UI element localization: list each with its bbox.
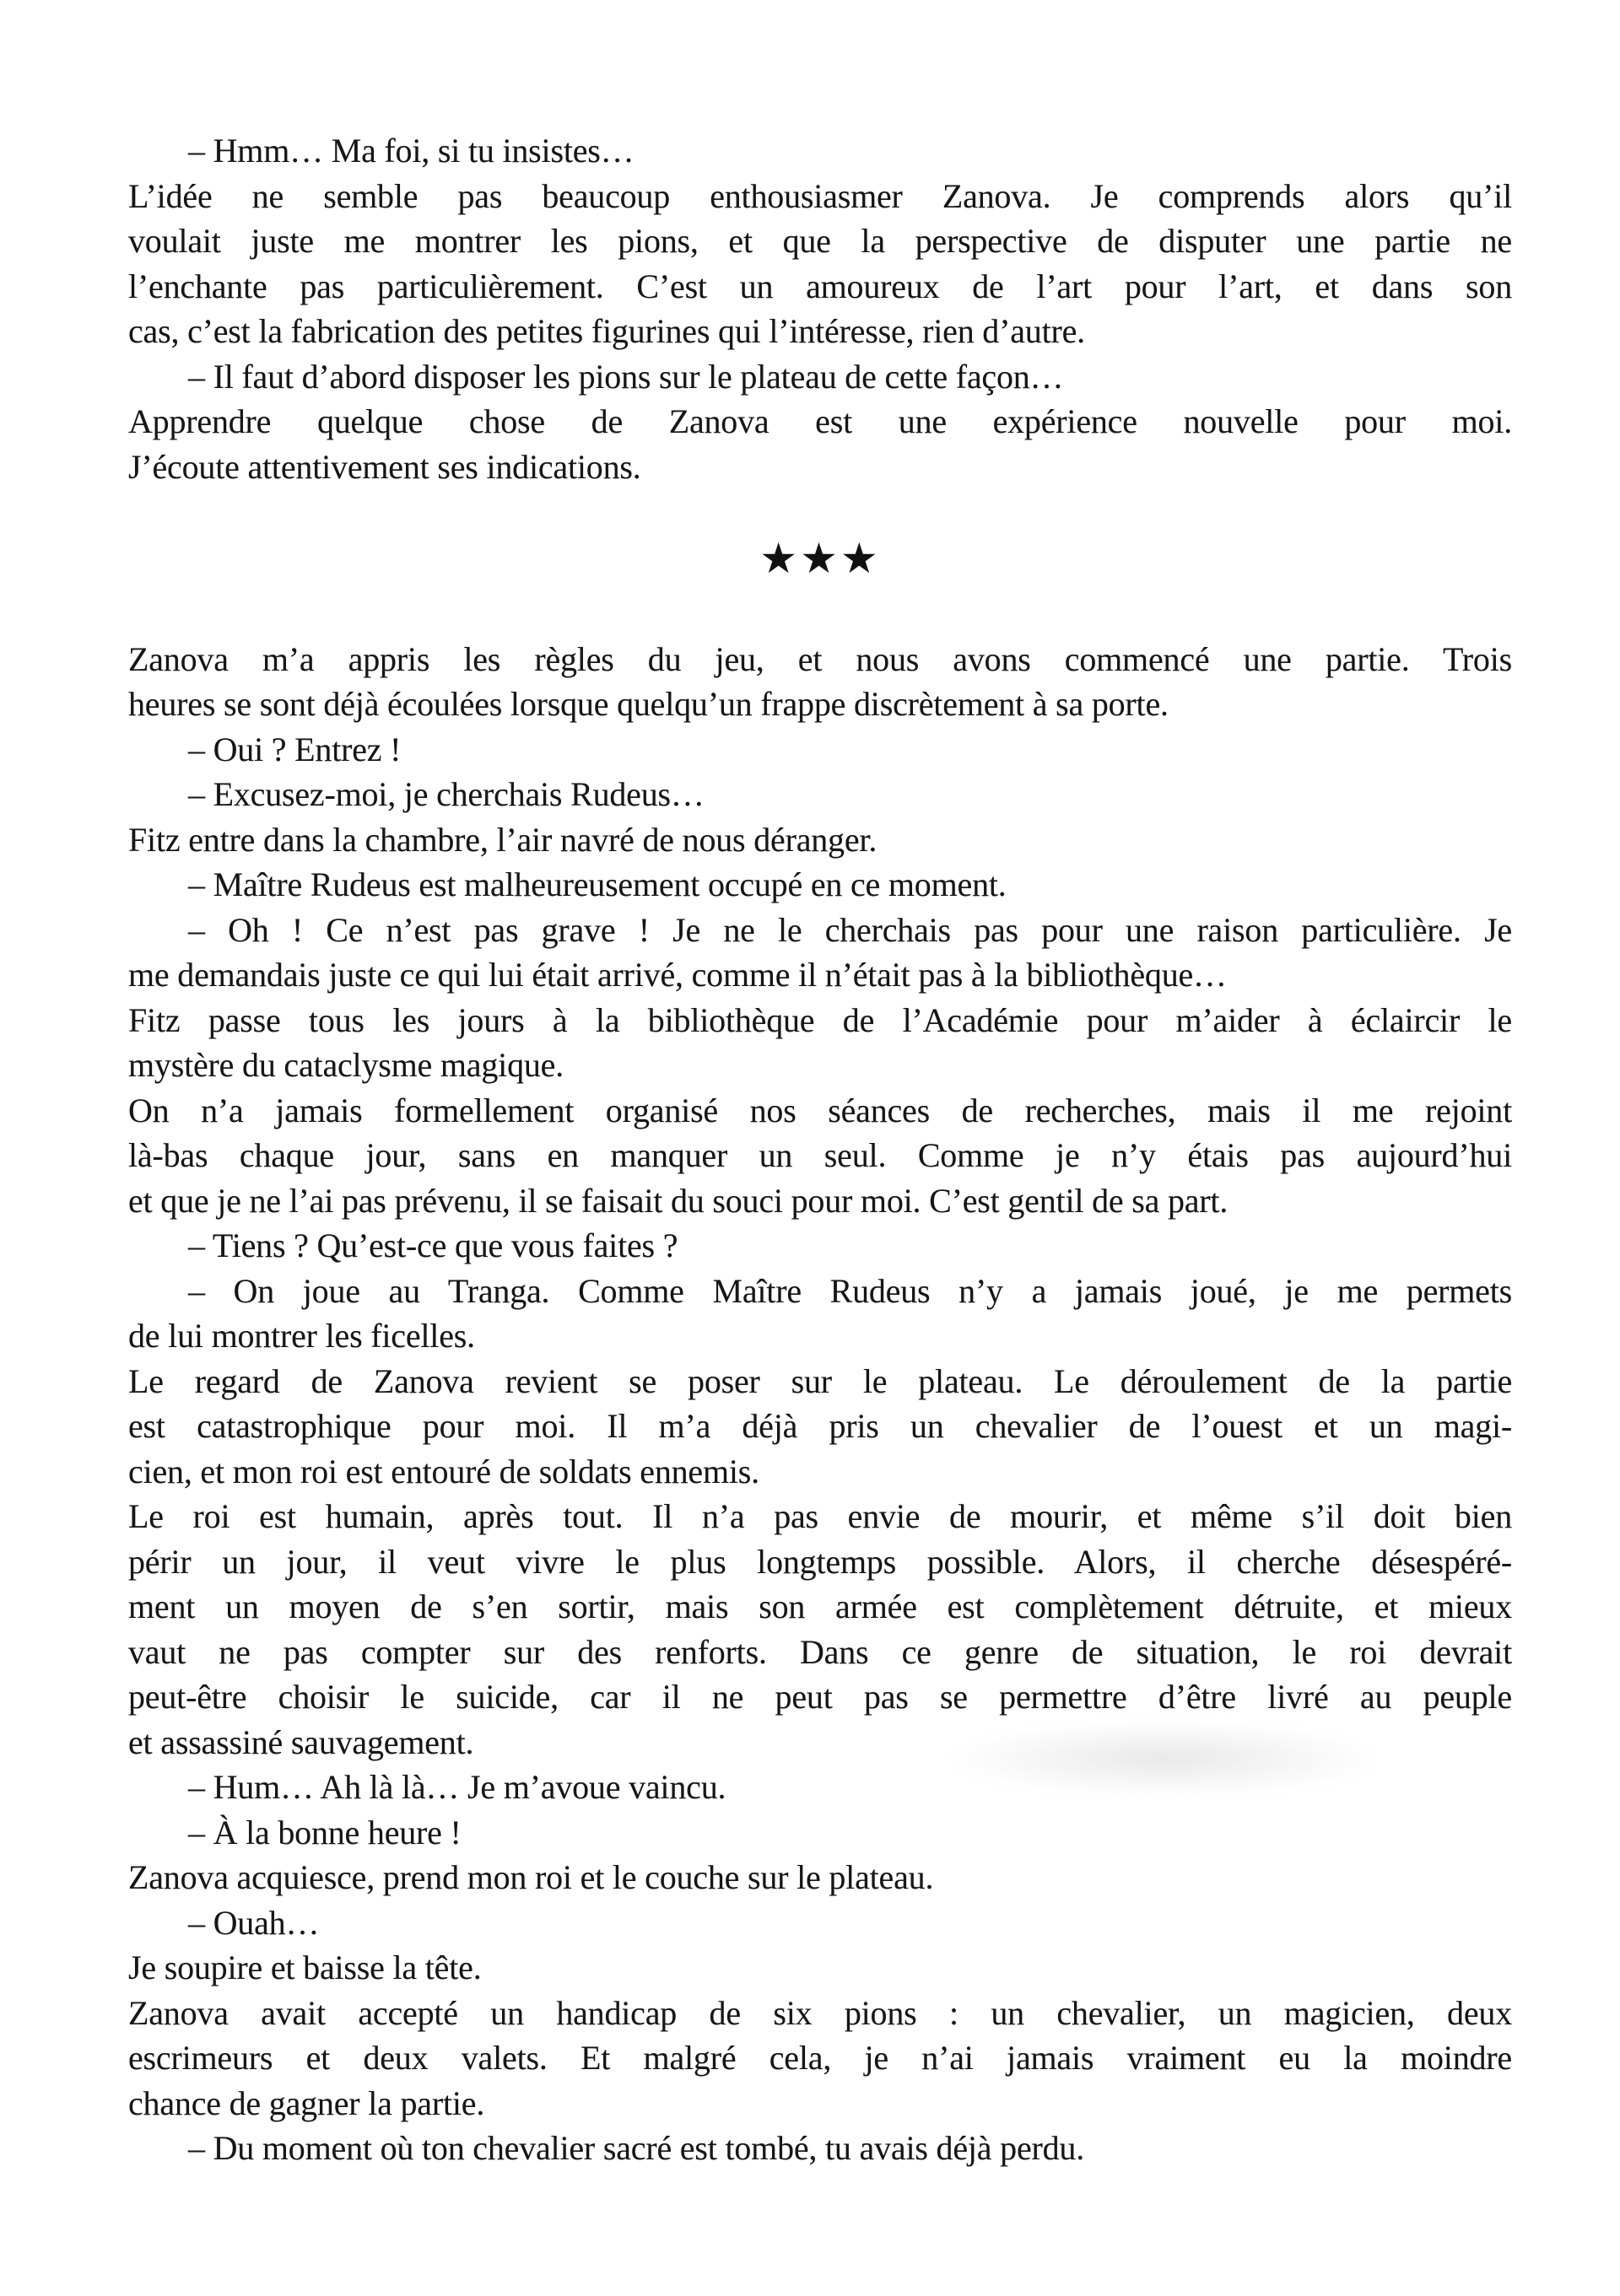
dialogue-line: – Maître Rudeus est malheureusement occupé en ce moment. [188, 865, 1007, 903]
narration-line: Le regard de Zanova revient se poser sur le plateau. Le déroulement de la partie [128, 1361, 1512, 1400]
dialogue-line: de lui montrer les ficelles. [128, 1317, 475, 1355]
dialogue-line: – Du moment où ton chevalier sacré est tombé, tu avais déjà perdu. [188, 2129, 1085, 2167]
narration-line: là-bas chaque jour, sans en manquer un seul. Comme je n’y étais pas aujourd’hui [128, 1136, 1512, 1174]
dialogue-line: – Oh ! Ce n’est pas grave ! Je ne le cherchais pas pour une raison particulière. Je [188, 910, 1512, 949]
dialogue-line: – Excusez-moi, je cherchais Rudeus… [188, 775, 705, 813]
narration-line: Zanova acquiesce, prend mon roi et le couche sur le plateau. [128, 1858, 934, 1896]
narration-line: périr un jour, il veut vivre le plus longtemps possible. Alors, il cherche désespéré- [128, 1542, 1512, 1581]
narration-line: est catastrophique pour moi. Il m’a déjà pris un chevalier de l’ouest et un magi- [128, 1407, 1512, 1445]
narration-line: Zanova avait accepté un handicap de six pions : un chevalier, un magicien, deux [128, 1993, 1512, 2032]
dialogue-line: – Oui ? Entrez ! [188, 730, 402, 768]
narration-line: et assassiné sauvagement. [128, 1722, 474, 1761]
narration-line: vaut ne pas compter sur des renforts. Dans ce genre de situation, le roi devrait [128, 1632, 1512, 1671]
section-separator: ★★★ [759, 534, 881, 583]
dialogue-line: – Hmm… Ma foi, si tu insistes… [188, 132, 634, 170]
narration-line: et que je ne l’ai pas prévenu, il se faisait du souci pour moi. C’est gentil de sa part. [128, 1181, 1228, 1220]
narration-line: J’écoute attentivement ses indications. [128, 447, 641, 486]
narration-line: Zanova m’a appris les règles du jeu, et nous avons commencé une partie. Trois [128, 639, 1512, 678]
narration-line: Fitz passe tous les jours à la bibliothèque de l’Académie pour m’aider à éclaircir le [128, 1000, 1512, 1039]
narration-line: escrimeurs et deux valets. Et malgré cela, je n’ai jamais vraiment eu la moindre [128, 2039, 1512, 2077]
narration-line: chance de gagner la partie. [128, 2083, 485, 2122]
narration-line: mystère du cataclysme magique. [128, 1046, 564, 1084]
narration-line: l’enchante pas particulièrement. C’est un amoureux de l’art pour l’art, et dans son [128, 267, 1512, 305]
narration-line: L’idée ne semble pas beaucoup enthousiasmer Zanova. Je comprends alors qu’il [128, 176, 1512, 215]
narration-line: voulait juste me montrer les pions, et que la perspective de disputer une partie ne [128, 222, 1512, 260]
page-text [128, 128, 1512, 2171]
narration-line: peut-être choisir le suicide, car il ne peut pas se permettre d’être livré au peuple [128, 1678, 1512, 1716]
narration-line: On n’a jamais formellement organisé nos séances de recherches, mais il me rejoint [128, 1091, 1512, 1129]
dialogue-line: – Hum… Ah là là… Je m’avoue vaincu. [188, 1768, 726, 1806]
dialogue-line: – On joue au Tranga. Comme Maître Rudeus n’y a jamais joué, je me permets [188, 1271, 1512, 1310]
dialogue-line: – Ouah… [188, 1903, 320, 1942]
dialogue-line: – Il faut d’abord disposer les pions sur le plateau de cette façon… [188, 357, 1064, 396]
dialogue-line: me demandais juste ce qui lui était arrivé, comme il n’était pas à la bibliothèque… [128, 956, 1227, 994]
narration-line: cas, c’est la fabrication des petites figurines qui l’intéresse, rien d’autre. [128, 312, 1085, 350]
narration-line: Apprendre quelque chose de Zanova est une expérience nouvelle pour moi. [128, 402, 1512, 440]
narration-line: Fitz entre dans la chambre, l’air navré de nous déranger. [128, 820, 878, 859]
dialogue-line: – Tiens ? Qu’est-ce que vous faites ? [188, 1226, 678, 1264]
narration-line: Le roi est humain, après tout. Il n’a pas envie de mourir, et même s’il doit bien [128, 1497, 1512, 1535]
narration-line: cien, et mon roi est entouré de soldats ennemis. [128, 1452, 759, 1490]
dialogue-line: – À la bonne heure ! [188, 1813, 462, 1851]
narration-line: Je soupire et baisse la tête. [128, 1948, 482, 1986]
narration-line: heures se sont déjà écoulées lorsque quelqu’un frappe discrètement à sa porte. [128, 685, 1169, 723]
narration-line: ment un moyen de s’en sortir, mais son armée est complètement détruite, et mieux [128, 1587, 1512, 1625]
